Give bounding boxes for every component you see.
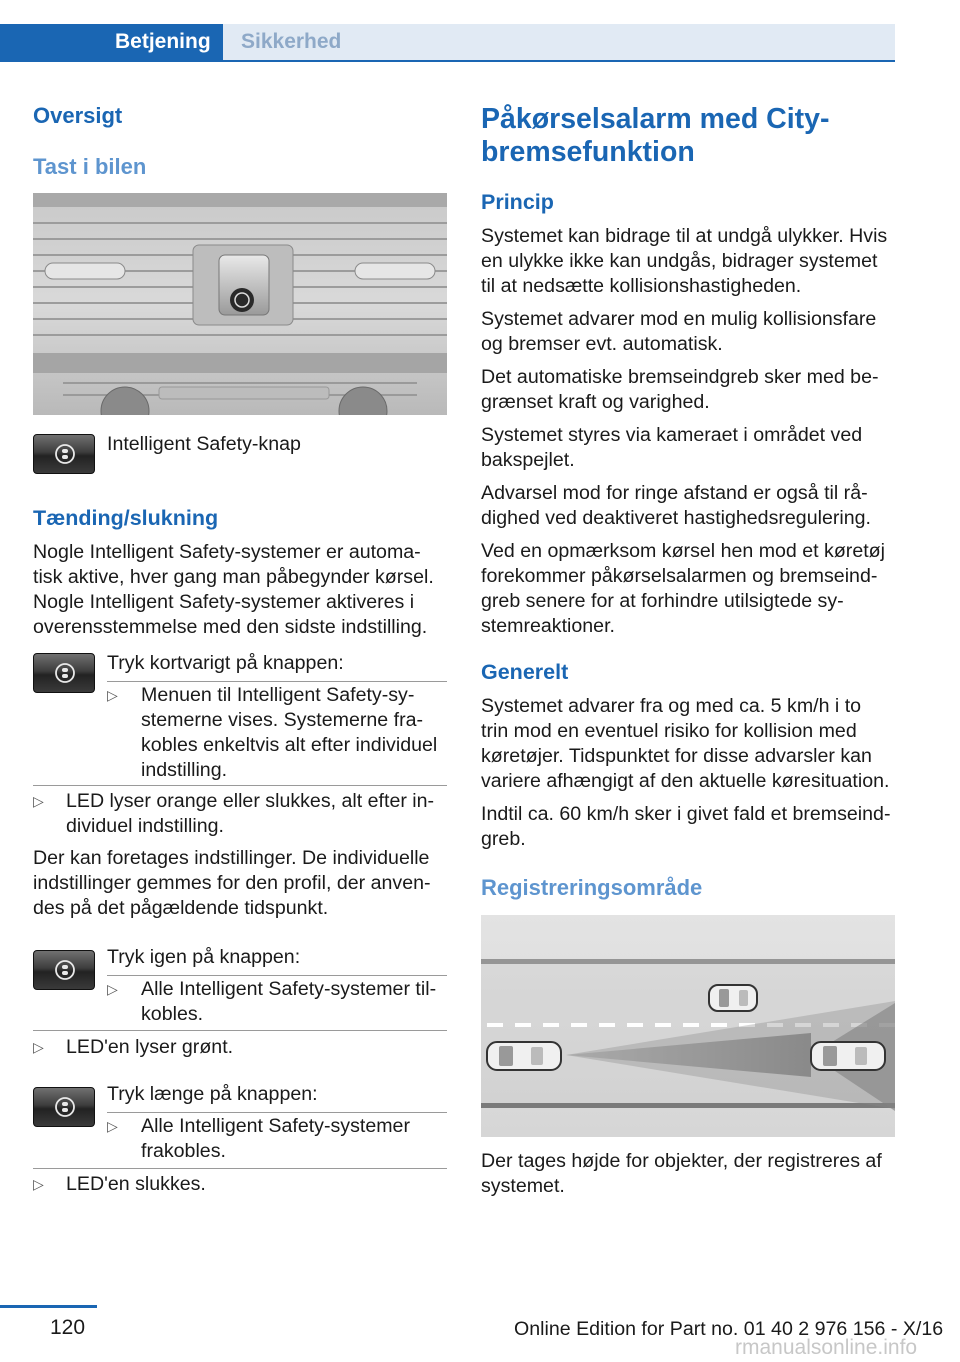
text-line: Nogle Intelligent Safety-systemer aktiveres i — [33, 591, 415, 613]
title-line: bremsefunktion — [481, 136, 695, 168]
watermark: rmanualsonline.info — [735, 1336, 918, 1359]
title-line: Påkørselsalarm med City- — [481, 103, 830, 135]
kort-label: Tryk kortvarigt på knappen: — [107, 652, 344, 674]
text-line: greb. — [481, 828, 526, 850]
text-line: indstillinger gemmes for den profil, der anven‐ — [33, 872, 431, 894]
text-line: stemerne vises. Systemerne fra‐ — [141, 709, 424, 731]
detection-area-illustration — [481, 915, 895, 1137]
text-line: indstilling. — [141, 759, 228, 781]
text-line: Nogle Intelligent Safety-systemer er automa‐ — [33, 541, 421, 563]
divider — [107, 975, 447, 976]
text-line: bakspejlet. — [481, 449, 575, 471]
heading-oversigt: Oversigt — [33, 103, 123, 128]
tab-sikkerhed[interactable]: Sikkerhed — [223, 24, 895, 60]
car-top — [709, 985, 757, 1011]
heading-registreringsomraade: Registreringsområde — [481, 875, 703, 900]
heading-princip: Princip — [481, 190, 554, 214]
bullet-triangle-icon: ▷ — [107, 981, 118, 997]
page-number: 120 — [50, 1316, 86, 1339]
text-line: grænset kraft og varighed. — [481, 391, 710, 413]
paragraph — [481, 694, 901, 794]
text-line: Menuen til Intelligent Safety-sy‐ — [141, 684, 415, 706]
text-line: dighed ved deaktiveret hastighedsregulering. — [481, 507, 871, 529]
text-line: frakobles. — [141, 1140, 226, 1162]
text-line: Der tages højde for objekter, der registreres af — [481, 1150, 882, 1172]
text-line: Systemet advarer fra og med ca. 5 km/h i to — [481, 695, 862, 717]
bullet-triangle-icon: ▷ — [107, 1118, 118, 1134]
safety-button-icon — [33, 434, 95, 474]
divider — [33, 1030, 447, 1031]
text-line: Der kan foretages indstillinger. De individuelle — [33, 847, 430, 869]
header-rule — [0, 60, 895, 62]
indstil-text — [33, 846, 431, 921]
text-line: LED'en slukkes. — [66, 1173, 206, 1195]
divider — [107, 1112, 447, 1113]
bullet-triangle-icon: ▷ — [33, 1039, 44, 1055]
divider — [107, 681, 447, 682]
section-title — [481, 103, 901, 169]
bullet-triangle-icon: ▷ — [33, 793, 44, 809]
text-line: tisk aktive, hver gang man påbegynder kørsel. — [33, 566, 434, 588]
text-line: Alle Intelligent Safety-systemer — [141, 1115, 410, 1137]
text-line: systemet. — [481, 1175, 565, 1197]
paragraph — [481, 224, 901, 299]
generelt-text — [481, 694, 901, 852]
text-line: og bremser evt. automatisk. — [481, 333, 723, 355]
divider — [33, 785, 447, 786]
laenge-label: Tryk længe på knappen: — [107, 1083, 318, 1105]
text-line: Alle Intelligent Safety-systemer til‐ — [141, 978, 437, 1000]
paragraph — [481, 307, 901, 357]
text-line: dividuel indstilling. — [66, 815, 224, 837]
icon-caption: Intelligent Safety-knap — [107, 433, 301, 455]
text-line: overensstemmelse med den sidste indstilling. — [33, 616, 428, 638]
text-line: til at nedsætte kollisionshastigheden. — [481, 275, 802, 297]
text-line: Systemet kan bidrage til at undgå ulykker. Hvis — [481, 225, 888, 247]
taending-text — [33, 540, 434, 640]
heading-taending-slukning: Tænding/slukning — [33, 506, 219, 530]
text-line: LED'en lyser grønt. — [66, 1036, 234, 1058]
paragraph — [481, 365, 901, 415]
text-line: LED lyser orange eller slukkes, alt efter in‐ — [66, 790, 435, 812]
paragraph — [481, 802, 901, 852]
text-line: køretøjer. Tidspunktet for disse advarsler kan — [481, 745, 872, 767]
igen-label: Tryk igen på knappen: — [107, 946, 301, 968]
bullet-triangle-icon: ▷ — [33, 1176, 44, 1192]
text-line: Ved en opmærksom kørsel hen mod et køretøj — [481, 540, 885, 562]
text-line: Systemet styres via kameraet i området ved — [481, 424, 863, 446]
paragraph — [481, 423, 901, 473]
divider — [33, 1168, 447, 1169]
edition-text: Online Edition for Part no. 01 40 2 976 156 - X/16 — [514, 1318, 944, 1340]
princip-text — [481, 224, 901, 639]
text-line: greb senere for at forhindre utilsigtede sy‐ — [481, 590, 844, 612]
text-line: Systemet advarer mod en mulig kollisionsfare — [481, 308, 877, 330]
text-line: des på det pågældende tidspunkt. — [33, 897, 329, 919]
text-line: Advarsel mod for ringe afstand er også til rå‐ — [481, 482, 868, 504]
text-line: Indtil ca. 60 km/h sker i givet fald et bremseind‐ — [481, 803, 891, 825]
tab-betjening[interactable]: Betjening — [0, 24, 223, 60]
paragraph — [481, 481, 901, 531]
car-left — [487, 1042, 561, 1070]
heading-tast-i-bilen: Tast i bilen — [33, 154, 147, 179]
text-line: kobles enkeltvis alt efter individuel — [141, 734, 438, 756]
paragraph — [481, 539, 901, 639]
heading-generelt: Generelt — [481, 660, 569, 684]
text-line: variere afhængigt af den aktuelle køresituation. — [481, 770, 890, 792]
safety-button-icon — [33, 1087, 95, 1127]
car-right — [811, 1042, 885, 1070]
bullet-triangle-icon: ▷ — [107, 687, 118, 703]
text-line: kobles. — [141, 1003, 204, 1025]
text-line: en ulykke ikke kan undgås, bidrager systemet — [481, 250, 878, 272]
diagram-caption — [481, 1149, 901, 1199]
safety-button-icon — [33, 653, 95, 693]
text-line: forekommer påkørselsalarmen og bremseind‐ — [481, 565, 878, 587]
dashboard-button-photo — [33, 193, 447, 415]
text-line: trin mod en eventuel risiko for kollision med — [481, 720, 857, 742]
text-line: Det automatiske bremseindgreb sker med be‐ — [481, 366, 879, 388]
text-line: stemreaktioner. — [481, 615, 615, 637]
footer-rule — [0, 1305, 97, 1308]
page-header — [0, 0, 895, 62]
safety-button-icon — [33, 950, 95, 990]
